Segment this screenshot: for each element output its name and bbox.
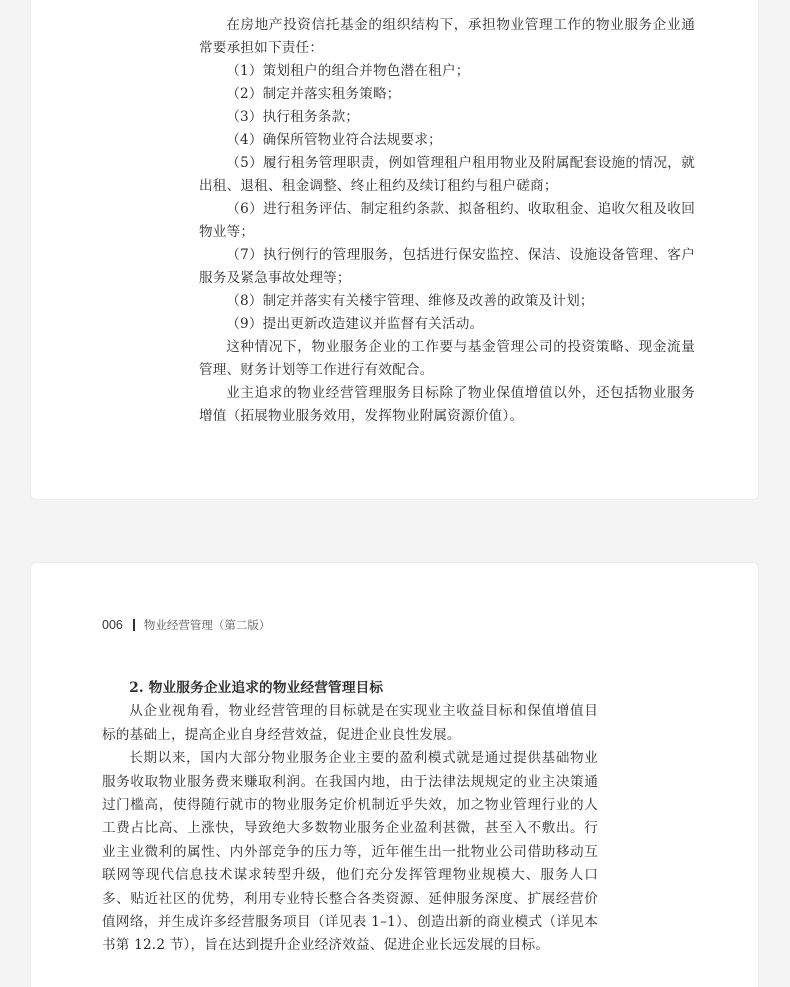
paragraph-owner-goals: 业主追求的物业经营管理服务目标除了物业保值增值以外，还包括物业服务增值（拓展物业服务效用，发挥物业附属资源价值）。 [199,385,695,424]
running-head [102,617,270,633]
header-divider [133,619,135,631]
paragraph-enterprise-view: 从企业视角看，物业经营管理的目标就是在实现业主收益目标和保值增值目标的基础上，提高企业自身经营效益，促进企业良性发展。 [102,703,598,743]
list-item-5: （5）履行租务管理职责，例如管理租户租用物业及附属配套设施的情况，就出租、退租、租金调整、终止租约及续订租约与租户磋商； [199,155,695,194]
list-item-1: （1）策划租户的组合并物色潜在租户； [226,63,470,79]
paragraph-coordination: 这种情况下，物业服务企业的工作要与基金管理公司的投资策略、现金流量管理、财务计划等工作进行有效配合。 [199,339,695,378]
document-page-bottom [30,562,759,987]
document-page-top [30,0,759,500]
list-item-3: （3）执行租务条款； [226,109,360,125]
list-item-8: （8）制定并落实有关楼宇管理、维修及改善的政策及计划； [226,293,594,309]
list-item-9: （9）提出更新改造建议并监督有关活动。 [226,316,484,332]
paragraph-intro: 在房地产投资信托基金的组织结构下，承担物业管理工作的物业服务企业通常要承担如下责任： [199,17,695,56]
list-item-4: （4）确保所管物业符合法规要求； [226,132,442,148]
section-heading: 2. 物业服务企业追求的物业经营管理目标 [129,680,384,696]
paragraph-profit-model: 长期以来，国内大部分物业服务企业主要的盈利模式就是通过提供基础物业服务收取物业服务费来赚取利润。在我国内地，由于法律法规规定的业主决策通过门槛高，使得随行就市的物业服务定价机制近乎失效，加之物业管理行业的人工费占比高、上涨快，导致绝大多数物业服务企业盈利甚微，甚至入不敷出。行业主业微利的属性、内外部竞争的压力等，近年催生出一批物业公司借助移动互联网等现代信息技术谋求转型升级，他们充分发挥管理物业规模大、服务人口多、贴近社区的优势，利用专业特长整合各类资源、延伸服务深度、扩展经营价值网络，并生成许多经营服务项目（详见表 1–1）、创造出新的商业模式（详见本书第 12.2 节），旨在达到提升企业经济效益、促进企业长远发展的目标。 [102,750,598,954]
list-item-2: （2）制定并落实租务策略； [226,86,401,102]
list-item-7: （7）执行例行的管理服务，包括进行保安监控、保洁、设施设备管理、客户服务及紧急事故处理等； [199,247,695,286]
page-body-text [199,14,695,428]
book-title: 物业经营管理（第二版） [143,620,271,632]
page-body-text [102,677,598,958]
list-item-6: （6）进行租务评估、制定租约条款、拟备租约、收取租金、追收欠租及收回物业等； [199,201,695,240]
page-number: 006 [102,618,123,632]
